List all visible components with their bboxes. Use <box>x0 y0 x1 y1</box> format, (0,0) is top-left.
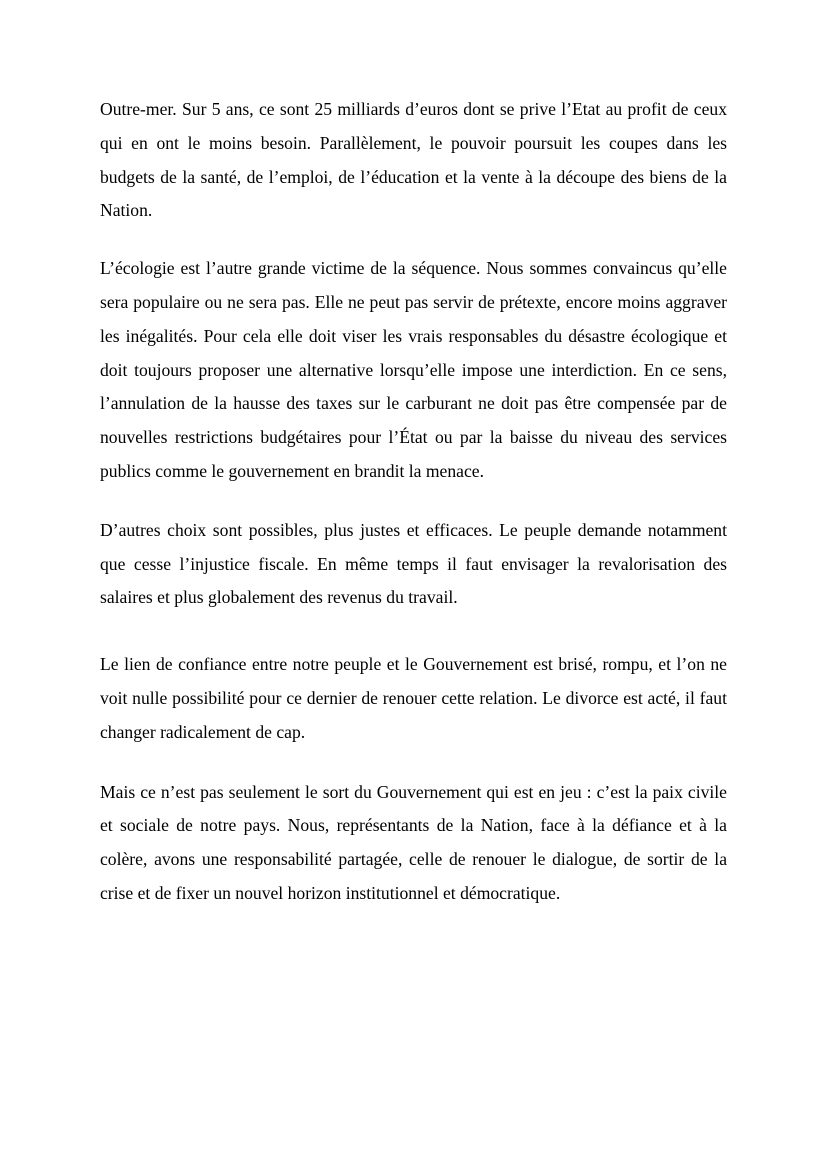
paragraph-1: Outre-mer. Sur 5 ans, ce sont 25 milliards d’euros dont se prive l’Etat au profit de ceux qui en ont le moins besoin. Parallèlement, le pouvoir poursuit les coupes dans les budgets de la santé, de l’emploi, de l’éducation et la vente à la découpe des biens de la Nation. <box>100 99 727 221</box>
paragraph-4: Le lien de confiance entre notre peuple et le Gouvernement est brisé, rompu, et l’on ne voit nulle possibilité pour ce dernier de renouer cette relation. Le divorce est acté, il faut changer radicalement de cap. <box>100 654 727 742</box>
paragraph-5: Mais ce n’est pas seulement le sort du Gouvernement qui est en jeu : c’est la paix civile et sociale de notre pays. Nous, représentants de la Nation, face à la défiance et à la colère, avons une responsabilité partagée, celle de renouer le dialogue, de sortir de la crise et de fixer un nouvel horizon institutionnel et démocratique. <box>100 781 727 903</box>
paragraph-2: L’écologie est l’autre grande victime de la séquence. Nous sommes convaincus qu’elle sera populaire ou ne sera pas. Elle ne peut pas servir de prétexte, encore moins aggraver les inégalités. Pour cela elle doit viser les vrais responsables du désastre écologique et doit toujours proposer une alternative lorsqu’elle impose une interdiction. En ce sens, l’annulation de la hausse des taxes sur le carburant ne doit pas être compensée par de nouvelles restrictions budgétaires pour l’État ou par la baisse du niveau des services publics comme le gouvernement en brandit la menace. <box>100 258 727 481</box>
paragraph-3: D’autres choix sont possibles, plus justes et efficaces. Le peuple demande notamment que cesse l’injustice fiscale. En même temps il faut envisager la revalorisation des salaires et plus globalement des revenus du travail. <box>100 519 727 608</box>
document-body <box>100 93 727 911</box>
